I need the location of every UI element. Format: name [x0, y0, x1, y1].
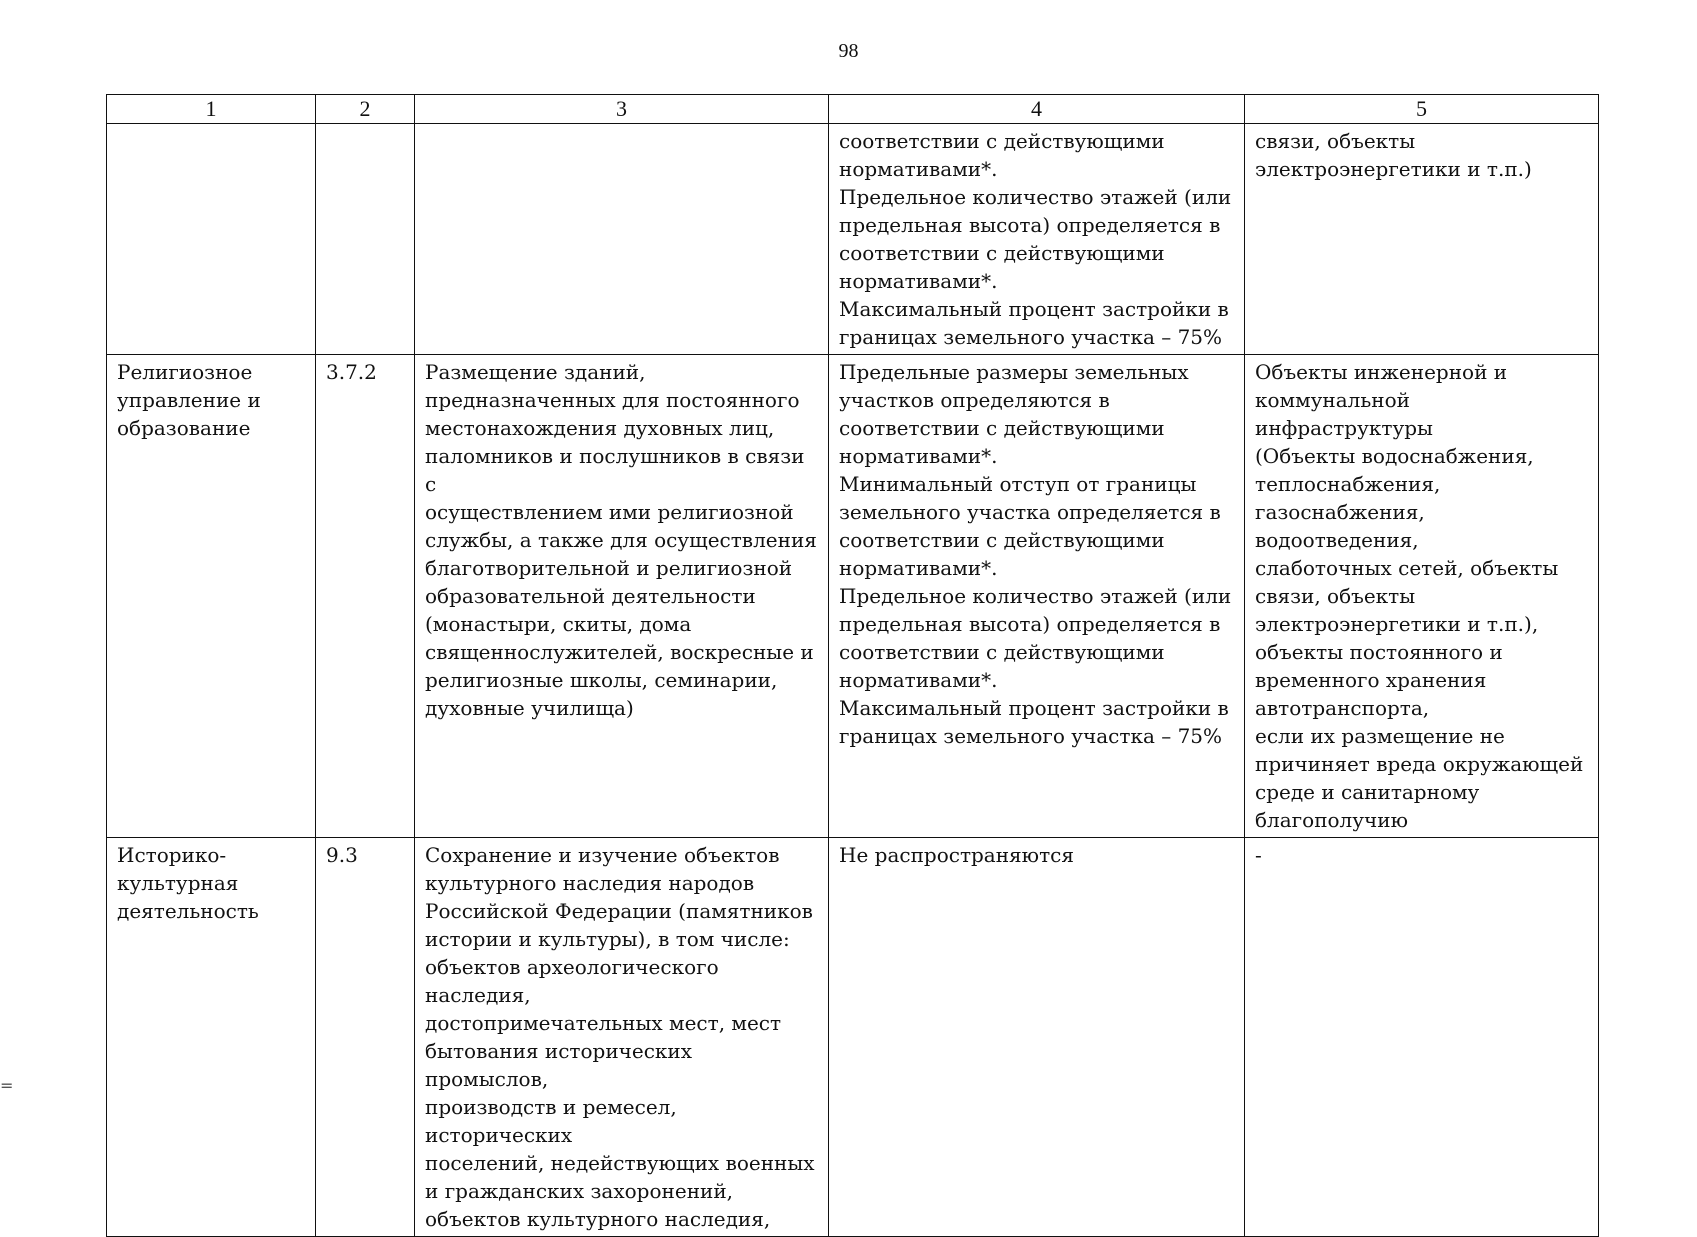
row-auxiliary-objects: [1245, 838, 1599, 1237]
row-description: [415, 838, 829, 1237]
row-use-name: [107, 838, 316, 1237]
row-code: [316, 838, 415, 1237]
header-cell-4: 4: [829, 95, 1245, 124]
cell-text: 9.3: [326, 843, 358, 867]
row-description: [415, 124, 829, 355]
zoning-table: [106, 94, 1599, 1237]
header-cell-1: 1: [107, 95, 316, 124]
row-parameters: [829, 124, 1245, 355]
table-row: [107, 838, 1599, 1237]
page-number: 98: [838, 40, 859, 62]
row-code: [316, 124, 415, 355]
cell-text: Не распространяются: [839, 843, 1074, 867]
cell-text: 3.7.2: [326, 360, 377, 384]
row-parameters: [829, 838, 1245, 1237]
table-row: [107, 124, 1599, 355]
table-row: [107, 355, 1599, 838]
row-parameters: [829, 355, 1245, 838]
cell-text: связи, объекты электроэнергетики и т.п.): [1255, 129, 1532, 181]
cell-text: Религиозное управление и образование: [117, 360, 261, 440]
header-cell-2: 2: [316, 95, 415, 124]
cell-text: соответствии с действующими нормативами*. Предельное количество этажей (или предельная высота) определяется в соответствии с действующими нормативами*. Максимальный процент застройки в границах земельного участка – 75%: [839, 129, 1232, 349]
cell-text: Размещение зданий, предназначенных для постоянного местонахождения духовных лиц, паломников и послушников в связи с осуществлением ими религиозной службы, а также для осуществления благотворительной и религиозной образовательной деятельности (монастыри, скиты, дома священнослужителей, воскресные и религиозные школы, семинарии, духовные училища): [425, 360, 817, 720]
cell-text: Историко- культурная деятельность: [117, 843, 259, 923]
row-auxiliary-objects: [1245, 355, 1599, 838]
row-auxiliary-objects: [1245, 124, 1599, 355]
row-code: [316, 355, 415, 838]
cell-text: -: [1255, 843, 1262, 867]
row-description: [415, 355, 829, 838]
cell-text: Сохранение и изучение объектов культурного наследия народов Российской Федерации (памятников истории и культуры), в том числе: объектов археологического наследия, достопримечательных мест, мест бытования исторических промыслов, производств и ремесел, исторических поселений, недействующих военных и гражданских захоронений, объектов культурного наследия,: [425, 843, 815, 1231]
cell-text: Предельные размеры земельных участков определяются в соответствии с действующими нормативами*. Минимальный отступ от границы земельного участка определяется в соответствии с действующими нормативами*. Предельное количество этажей (или предельная высота) определяется в соответствии с действующими нормативами*. Максимальный процент застройки в границах земельного участка – 75%: [839, 360, 1232, 748]
row-use-name: [107, 355, 316, 838]
header-cell-5: 5: [1245, 95, 1599, 124]
cell-text: Объекты инженерной и коммунальной инфраструктуры (Объекты водоснабжения, теплоснабжения, газоснабжения, водоотведения, слаботочных сетей, объекты связи, объекты электроэнергетики и т.п.), объекты постоянного и временного хранения автотранспорта, если их размещение не причиняет вреда окружающей среде и санитарному благополучию: [1255, 360, 1584, 832]
row-use-name: [107, 124, 316, 355]
header-cell-3: 3: [415, 95, 829, 124]
header-row: [107, 95, 1599, 124]
edge-mark: =: [0, 1076, 14, 1095]
